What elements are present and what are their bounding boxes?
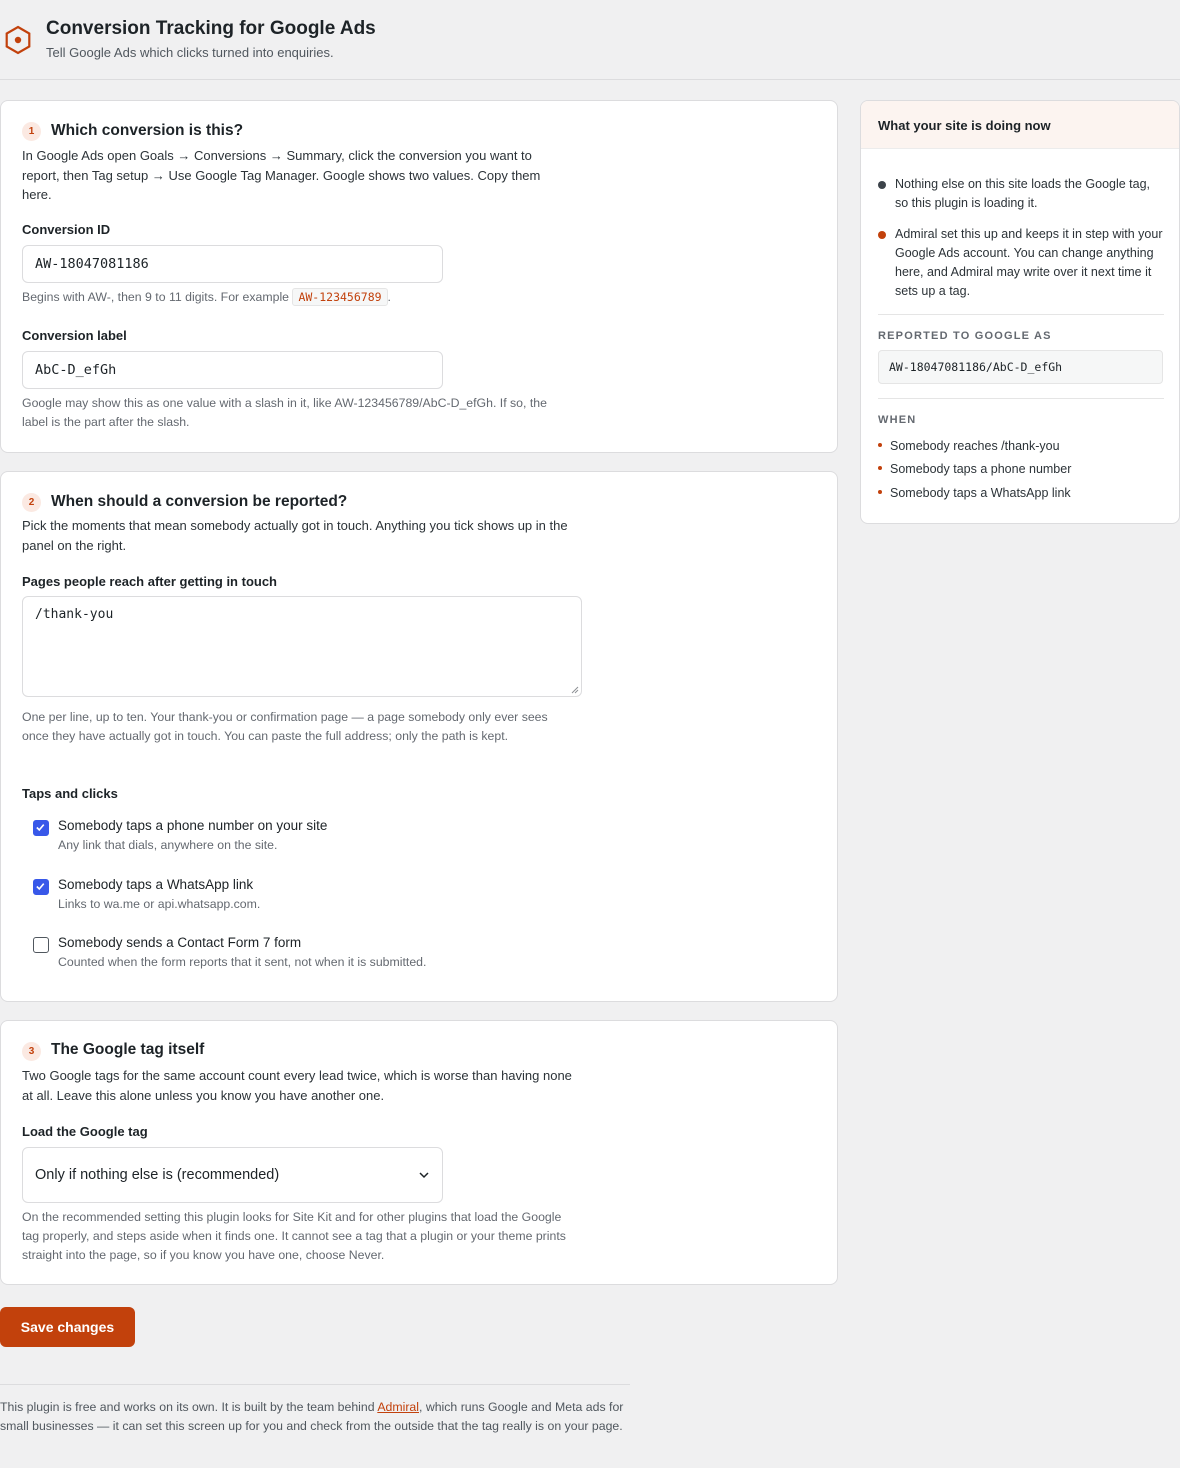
checkmark-icon bbox=[34, 821, 47, 834]
option-desc: Any link that dials, anywhere on the site. bbox=[58, 838, 278, 852]
option-label[interactable]: Somebody sends a Contact Form 7 form bbox=[58, 935, 302, 950]
reported-value: AW-18047081186/AbC-D_efGh bbox=[878, 350, 1163, 384]
option-label[interactable]: Somebody taps a phone number on your site bbox=[58, 818, 328, 833]
bullet bbox=[878, 443, 882, 447]
hint-suffix: . bbox=[387, 290, 391, 304]
status-panel-header bbox=[861, 101, 1179, 149]
load-tag-select[interactable] bbox=[22, 1147, 443, 1203]
pages-value: /thank-you bbox=[35, 607, 114, 622]
status-item bbox=[878, 225, 1168, 301]
option-desc: Links to wa.me or api.whatsapp.com. bbox=[58, 897, 261, 911]
admiral-link[interactable]: Admiral bbox=[377, 1400, 419, 1414]
section-intro: Pick the moments that mean somebody actually got in touch. Anything you tick shows up in the panel on the right. bbox=[22, 518, 568, 553]
bullet bbox=[878, 490, 882, 494]
when-item bbox=[878, 439, 1060, 453]
section-triggers bbox=[0, 471, 838, 1002]
step-number: 1 bbox=[22, 122, 41, 141]
pages-textarea[interactable] bbox=[22, 596, 582, 697]
section-title: When should a conversion be reported? bbox=[51, 493, 348, 510]
footer-text bbox=[0, 1398, 632, 1436]
reported-caption: REPORTED TO GOOGLE AS bbox=[878, 330, 1052, 342]
section-intro: Two Google tags for the same account count every lead twice, which is worse than having none at all. Leave this alone unless you know you have another one. bbox=[22, 1068, 572, 1103]
when-text: Somebody taps a phone number bbox=[890, 462, 1072, 476]
status-dot bbox=[878, 231, 886, 239]
load-tag-hint: On the recommended setting this plugin looks for Site Kit and for other plugins that load the Google tag properly, and steps aside when it finds one. It cannot see a tag that a plugin or your theme prints straight into the page, so if you know you have one, choose Never. bbox=[22, 1210, 566, 1262]
select-value: Only if nothing else is (recommended) bbox=[35, 1167, 280, 1183]
when-item bbox=[878, 486, 1071, 500]
save-button[interactable]: Save changes bbox=[0, 1307, 135, 1347]
conversion-label-hint: Google may show this as one value with a slash in it, like AW-123456789/AbC-D_efGh. If so, the label is the part after the slash. bbox=[22, 396, 547, 429]
resize-handle-icon[interactable] bbox=[571, 686, 579, 694]
chevron-down-icon bbox=[418, 1169, 430, 1181]
status-text: Nothing else on this site loads the Google tag, so this plugin is loading it. bbox=[895, 177, 1151, 210]
hint-text: Begins with AW-, then 9 to 11 digits. For example bbox=[22, 290, 290, 304]
step-number: 2 bbox=[22, 493, 41, 512]
option-desc: Counted when the form reports that it sent, not when it is submitted. bbox=[58, 955, 427, 969]
cf7-checkbox[interactable] bbox=[33, 937, 49, 953]
when-text: Somebody reaches /thank-you bbox=[890, 439, 1060, 453]
status-panel bbox=[860, 100, 1180, 524]
conversion-label-label: Conversion label bbox=[22, 328, 127, 343]
status-item bbox=[878, 175, 1168, 215]
section-conversion bbox=[0, 100, 838, 453]
status-dot bbox=[878, 181, 886, 189]
section-title: Which conversion is this? bbox=[51, 122, 244, 139]
plugin-logo-icon bbox=[3, 25, 33, 55]
conversion-id-hint bbox=[22, 288, 391, 307]
when-text: Somebody taps a WhatsApp link bbox=[890, 486, 1071, 500]
whatsapp-checkbox[interactable] bbox=[33, 879, 49, 895]
divider bbox=[878, 314, 1164, 315]
checkmark-icon bbox=[34, 880, 47, 893]
page-title: Conversion Tracking for Google Ads bbox=[46, 18, 376, 39]
example-code: AW-123456789 bbox=[292, 288, 387, 306]
footer-suffix: , which runs Google and Meta ads for small businesses — it can set this screen up for you and check from the outside that the tag really is on your page. bbox=[0, 1400, 624, 1433]
section-title: The Google tag itself bbox=[51, 1041, 205, 1058]
section-intro: In Google Ads open Goals → Conversions → Summary, click the conversion you want to report, then Tag setup → Use Google Tag Manager. Google shows two values. Copy them here. bbox=[22, 148, 541, 202]
status-text: Admiral set this up and keeps it in step with your Google Ads account. You can change anything here, and Admiral may write over it next time it sets up a tag. bbox=[895, 227, 1163, 298]
step-number: 3 bbox=[22, 1042, 41, 1061]
page-subtitle: Tell Google Ads which clicks turned into enquiries. bbox=[46, 45, 334, 60]
phone-checkbox[interactable] bbox=[33, 820, 49, 836]
divider bbox=[878, 398, 1164, 399]
option-label[interactable]: Somebody taps a WhatsApp link bbox=[58, 877, 254, 892]
section-google-tag bbox=[0, 1020, 838, 1285]
when-item bbox=[878, 462, 1071, 476]
conversion-label-input[interactable]: AbC-D_efGh bbox=[22, 351, 443, 389]
page-header bbox=[0, 0, 1180, 80]
conversion-id-input[interactable]: AW-18047081186 bbox=[22, 245, 443, 283]
conversion-id-label: Conversion ID bbox=[22, 222, 111, 237]
bullet bbox=[878, 466, 882, 470]
taps-label: Taps and clicks bbox=[22, 786, 118, 801]
when-caption: WHEN bbox=[878, 414, 917, 426]
load-tag-label: Load the Google tag bbox=[22, 1124, 148, 1139]
footer-prefix: This plugin is free and works on its own. It is built by the team behind bbox=[0, 1400, 378, 1414]
status-panel-title: What your site is doing now bbox=[878, 118, 1051, 133]
pages-label: Pages people reach after getting in touch bbox=[22, 574, 277, 589]
pages-hint: One per line, up to ten. Your thank-you or confirmation page — a page somebody only ever sees once they have actually got in touch. You can paste the full address; only the path is kept. bbox=[22, 710, 548, 743]
footer-divider bbox=[0, 1384, 630, 1385]
